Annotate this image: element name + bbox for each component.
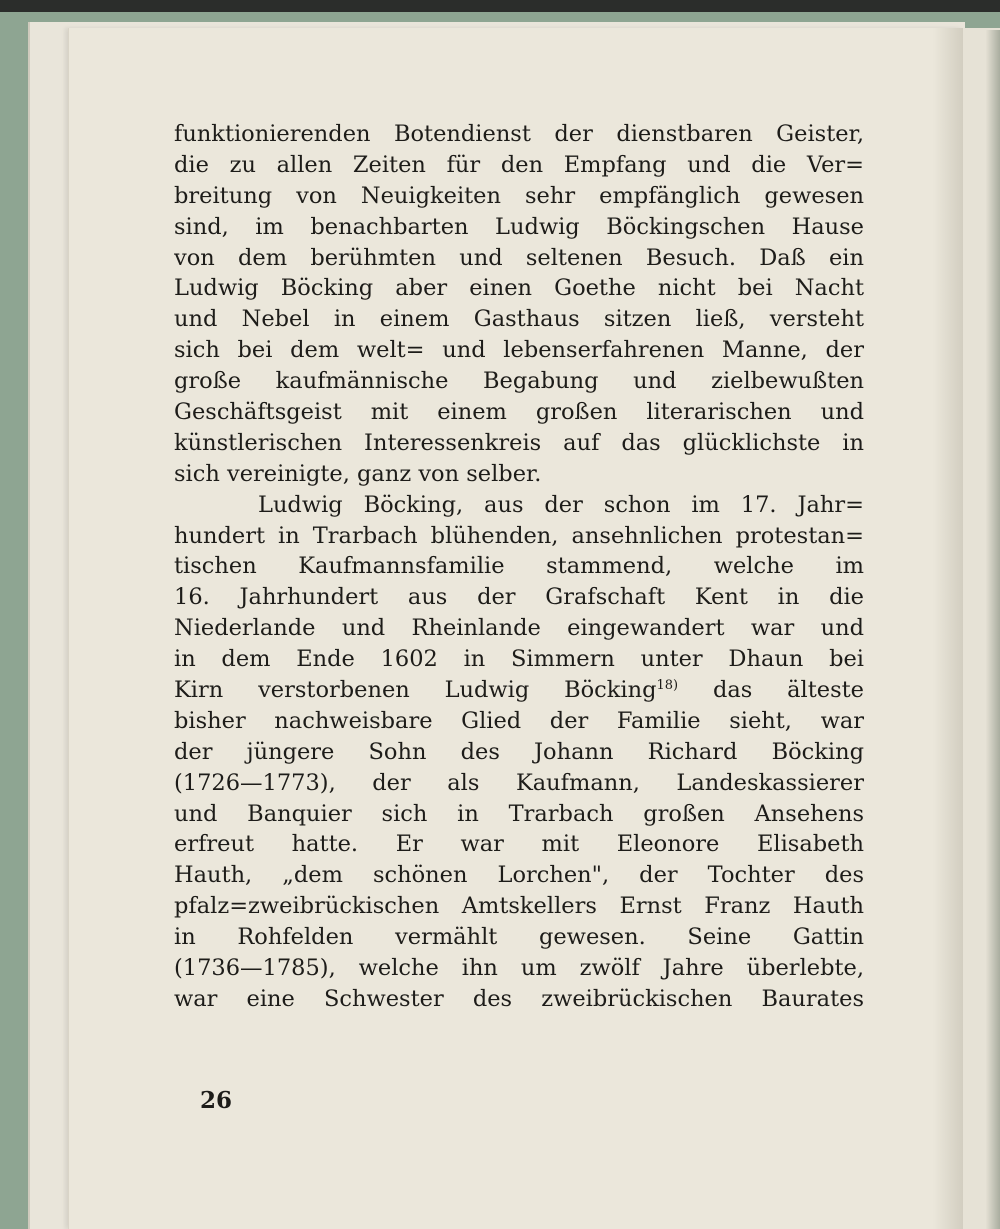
page-number: 26 (200, 1087, 233, 1114)
text-line-with-footnote (174, 675, 864, 706)
text-line: bisher nachweisbare Glied der Familie sieht, war (174, 707, 864, 734)
text-line: in Rohfelden vermählt gewesen. Seine Gattin (174, 924, 864, 951)
text-fragment: Kirn verstorbenen Ludwig Böcking (174, 677, 657, 704)
text-line: war eine Schwester des zweibrückischen Baurates (174, 985, 864, 1012)
text-line: erfreut hatte. Er war mit Eleonore Elisabeth (174, 831, 864, 858)
text-line: große kaufmännische Begabung und zielbewußten (174, 368, 864, 395)
text-line: sich bei dem welt= und lebenserfahrenen Manne, der (174, 337, 864, 364)
text-line: in dem Ende 1602 in Simmern unter Dhaun bei (174, 646, 864, 673)
page-body-text (174, 119, 864, 1015)
text-line: Geschäftsgeist mit einem großen literarischen und (174, 399, 864, 426)
text-line: Ludwig Böcking aber einen Goethe nicht bei Nacht (174, 275, 864, 302)
text-line: pfalz=zweibrückischen Amtskellers Ernst Franz Hauth (174, 893, 864, 920)
text-line: tischen Kaufmannsfamilie stammend, welche im (174, 553, 864, 580)
text-line: und Banquier sich in Trarbach großen Ansehens (174, 800, 864, 827)
text-line: der jüngere Sohn des Johann Richard Böcking (174, 738, 864, 765)
text-line: künstlerischen Interessenkreis auf das glücklichste in (174, 429, 864, 456)
text-line: Ludwig Böcking, aus der schon im 17. Jahr= (258, 491, 864, 518)
text-line: 16. Jahrhundert aus der Grafschaft Kent in die (174, 584, 864, 611)
text-line: sind, im benachbarten Ludwig Böckingschen Hause (174, 213, 864, 240)
footnote-reference: 18) (656, 678, 679, 694)
text-line: (1726—1773), der als Kaufmann, Landeskassierer (174, 769, 864, 796)
text-line: breitung von Neuigkeiten sehr empfänglich gewesen (174, 182, 864, 209)
text-line: funktionierenden Botendienst der dienstbaren Geister, (174, 121, 864, 147)
text-line: hundert in Trarbach blühenden, ansehnlichen protestan= (174, 522, 864, 549)
text-fragment: das älteste (678, 677, 864, 704)
text-line: (1736—1785), welche ihn um zwölf Jahre überlebte, (174, 955, 864, 982)
text-line: und Nebel in einem Gasthaus sitzen ließ, versteht (174, 306, 864, 333)
text-line: sich vereinigte, ganz von selber. (174, 460, 542, 487)
text-line: die zu allen Zeiten für den Empfang und die Ver= (174, 151, 864, 178)
text-line: von dem berühmten und seltenen Besuch. Daß ein (174, 244, 864, 271)
text-line: Niederlande und Rheinlande eingewandert war und (174, 615, 864, 642)
text-line: Hauth, „dem schönen Lorchen", der Tochter des (174, 862, 864, 889)
facing-page-shadow (986, 30, 1000, 1229)
